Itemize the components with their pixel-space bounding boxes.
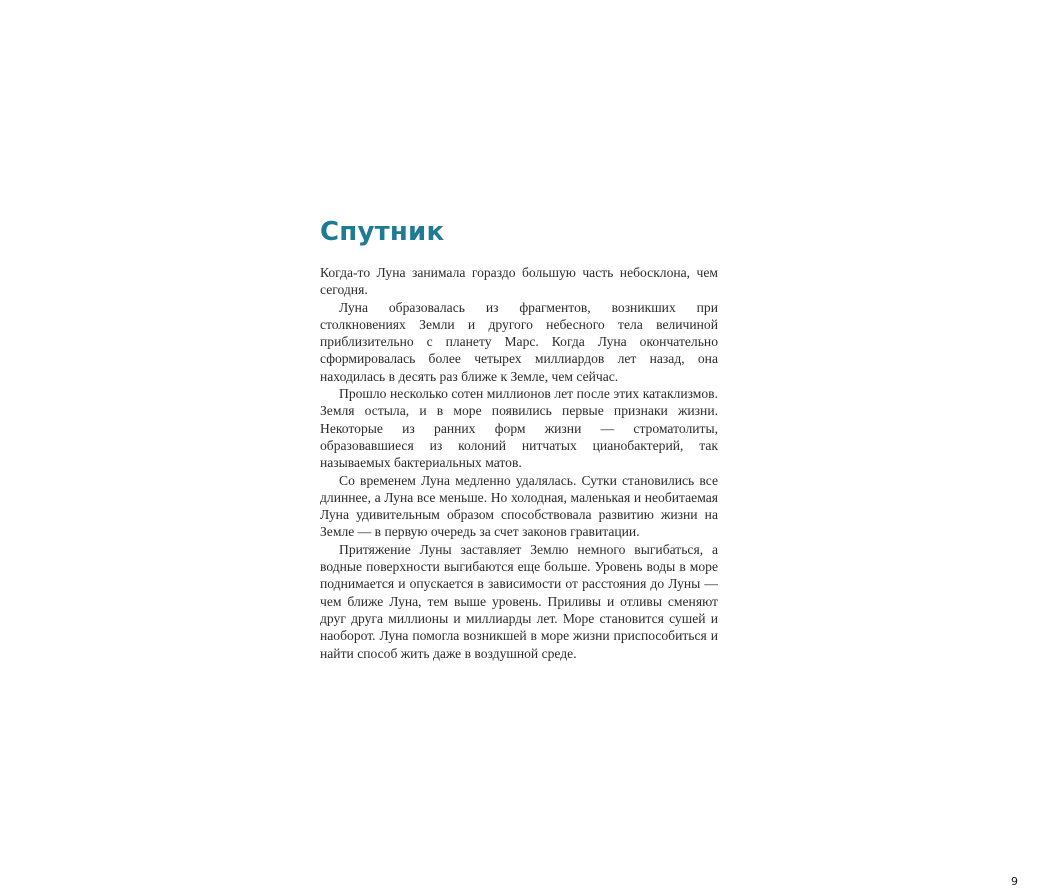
- chapter-title: Спутник: [320, 217, 445, 247]
- paragraph-4: Со временем Луна медленно удалялась. Сутки становились все длиннее, а Луна все меньше. Но холодная, маленькая и необитаемая Луна удивительным образом способствовала развитию жизни на Земле — в первую очередь за счет законов гравитации.: [320, 472, 718, 540]
- article: [320, 214, 718, 662]
- article-body: [320, 264, 718, 662]
- paragraph-3: Прошло несколько сотен миллионов лет после этих катаклизмов. Земля остыла, и в море появились первые признаки жизни. Некоторые из ранних форм жизни — строматолиты, образовавшиеся из колоний нитчатых цианобактерий, так называемых бактериальных матов.: [320, 386, 718, 471]
- paragraph-1: Когда-то Луна занимала гораздо большую часть небосклона, чем сегодня.: [320, 265, 718, 298]
- paragraph-5: Притяжение Луны заставляет Землю немного выгибаться, а водные поверхности выгибаются еще больше. Уровень воды в море поднимается и опускается в зависимости от расстояния до Луны — чем ближе Луна, тем выше уровень. Приливы и отливы сменяют друг друга миллионы и миллиарды лет. Море становится сушей и наоборот. Луна помогла возникшей в море жизни приспособиться и найти способ жить даже в воздушной среде.: [320, 541, 718, 661]
- page-number: 9: [1011, 875, 1018, 888]
- paragraph-2: Луна образовалась из фрагментов, возникших при столкновениях Земли и другого небесного тела величиной приблизительно с планету Марс. Когда Луна окончательно сформировалась более четырех миллиардов лет назад, она находилась в десять раз ближе к Земле, чем сейчас.: [320, 299, 718, 384]
